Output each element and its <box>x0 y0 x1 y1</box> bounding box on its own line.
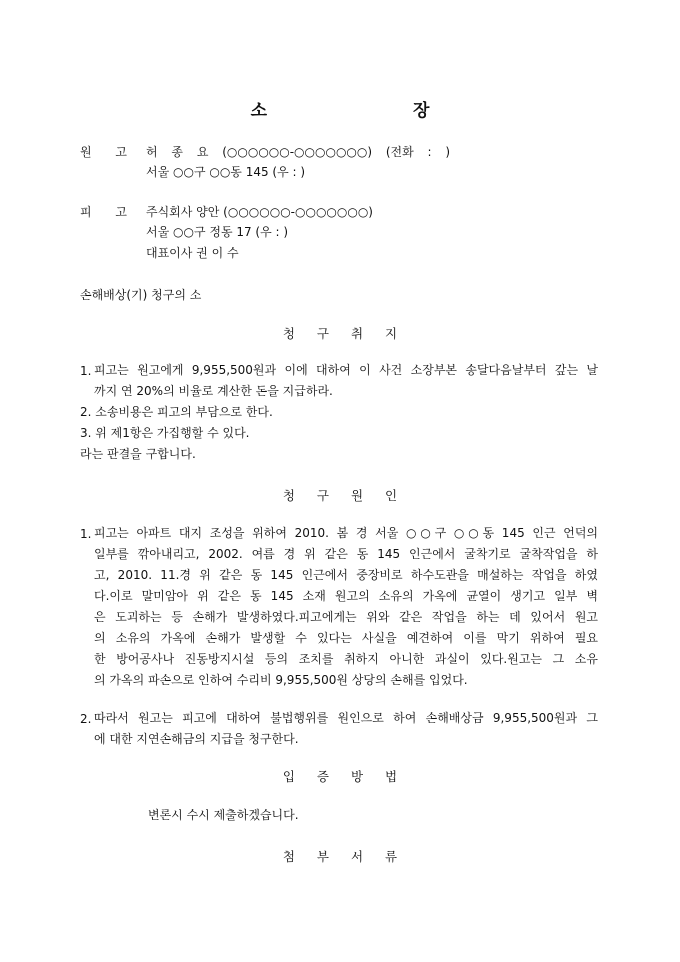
paragraph-line: 피고는 원고에게 9,955,500원과 이에 대하여 이 사건 소장부본 송달다음날부터 갚는 날 <box>94 363 598 377</box>
plaintiff-name-line: 허 종 요 (○○○○○○-○○○○○○○) (전화 : ) <box>146 145 451 159</box>
evidence-text: 변론시 수시 제출하겠습니다. <box>148 808 299 822</box>
paragraph-line: 까지 연 20%의 비율로 계산한 돈을 지급하라. <box>94 384 333 398</box>
defendant-name-line: 주식회사 양안 (○○○○○○-○○○○○○○) <box>146 205 373 219</box>
paragraph-line: 일부를 깎아내리고, 2002. 여름 경 위 같은 동 145 인근에서 굴착기로 굴착작업을 하 <box>94 547 598 561</box>
paragraph-line: 따라서 원고는 피고에 대하여 불법행위를 원인으로 하여 손해배상금 9,955,500원과 그 <box>94 711 598 725</box>
evidence-heading: 입 증 방 법 <box>282 769 407 784</box>
paragraph-line: 고, 2010. 11.경 위 같은 동 145 인근에서 중장비로 하수도관을 매설하는 작업을 하였 <box>94 568 598 582</box>
attachments-heading: 첨 부 서 류 <box>282 849 407 864</box>
claim-cause-item2 <box>94 708 598 750</box>
plaintiff-address: 서울 ○○구 ○○동 145 (우 : ) <box>146 165 306 179</box>
claim-purpose-item1-number: 1. <box>80 364 92 378</box>
claim-purpose-closing: 라는 판결을 구합니다. <box>80 447 196 461</box>
claim-cause-item1 <box>94 523 598 691</box>
claim-cause-item1-number: 1. <box>80 527 92 541</box>
claim-purpose-item2: 2. 소송비용은 피고의 부담으로 한다. <box>80 405 273 419</box>
paragraph-line: 에 대한 지연손해금의 지급을 청구한다. <box>94 732 299 746</box>
plaintiff-label: 원 고 <box>80 145 137 159</box>
claim-purpose-item3: 3. 위 제1항은 가집행할 수 있다. <box>80 426 250 440</box>
defendant-label: 피 고 <box>80 205 137 219</box>
paragraph-line: 의 소유의 가옥에 손해가 발생할 수 있다는 사실을 예견하여 이를 막기 위하여 필요 <box>94 631 598 645</box>
document-title: 소 장 <box>250 101 500 121</box>
paragraph-line: 다.이로 말미암아 위 같은 동 145 소재 원고의 소유의 가옥에 균열이 생기고 일부 벽 <box>94 589 598 603</box>
paragraph-line: 피고는 아파트 대지 조성을 위하여 2010. 봄 경 서울 ○○구 ○○동 145 인근 언덕의 <box>94 526 598 540</box>
case-name: 손해배상(기) 청구의 소 <box>80 288 202 302</box>
claim-cause-heading: 청 구 원 인 <box>282 488 407 503</box>
paragraph-line: 의 가옥의 파손으로 인하여 수리비 9,955,500원 상당의 손해를 입었다. <box>94 673 468 687</box>
paragraph-line: 한 방어공사나 진동방지시설 등의 조치를 취하지 아니한 과실이 있다.원고는 그 소유 <box>94 652 598 666</box>
claim-purpose-heading: 청 구 취 지 <box>282 326 407 341</box>
defendant-address: 서울 ○○구 정동 17 (우 : ) <box>146 225 289 239</box>
claim-purpose-item1 <box>94 360 598 402</box>
claim-cause-item2-number: 2. <box>80 712 92 726</box>
paragraph-line: 은 도괴하는 등 손해가 발생하였다.피고에게는 위와 같은 작업을 하는 데 있어서 원고 <box>94 610 598 624</box>
defendant-representative: 대표이사 권 이 수 <box>146 246 239 260</box>
